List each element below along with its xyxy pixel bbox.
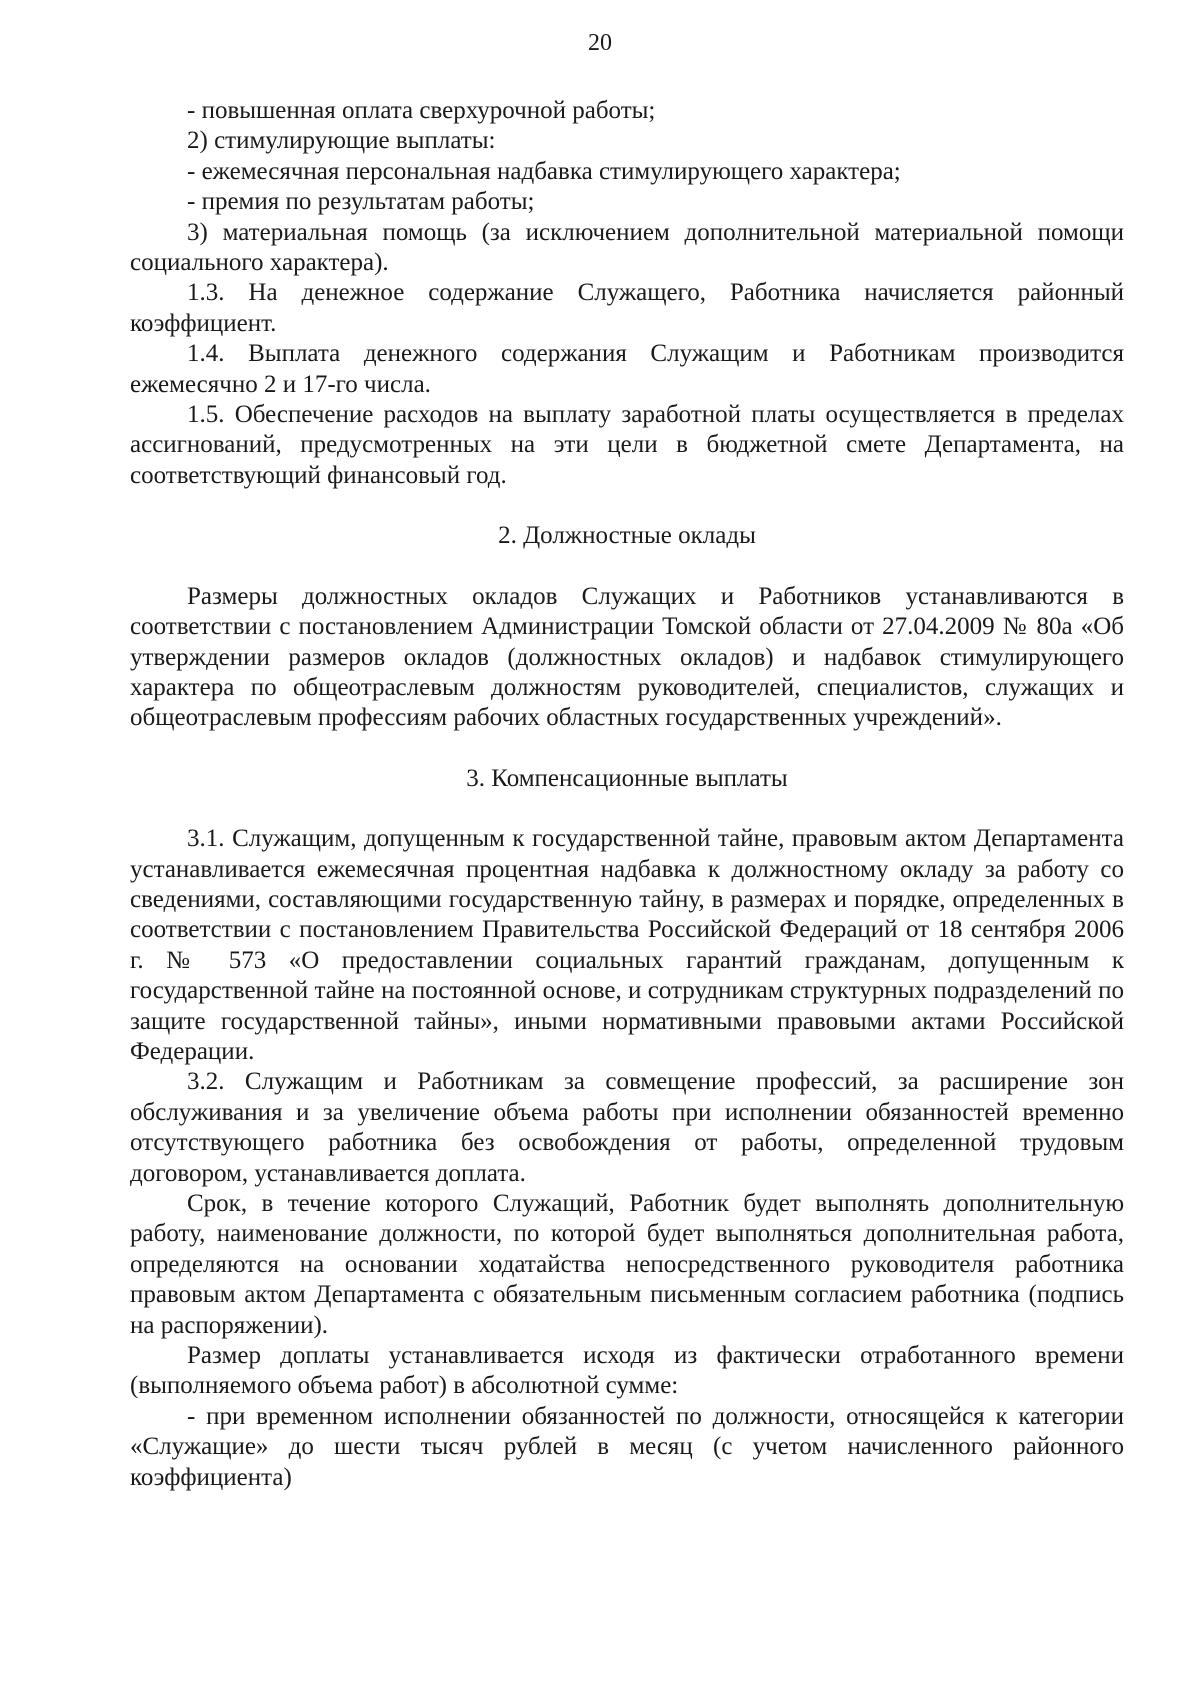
spacer: [130, 794, 1124, 824]
paragraph-material-aid: 3) материальная помощь (за исключением дополнительной материальной помощи социального характера).: [130, 218, 1124, 277]
spacer: [130, 491, 1124, 521]
paragraph-monthly-allowance: - ежемесячная персональная надбавка стимулирующего характера;: [187, 157, 901, 185]
paragraph-overtime-pay: - повышенная оплата сверхурочной работы;: [187, 97, 656, 124]
paragraph-1-5: 1.5. Обеспечение расходов на выплату заработной платы осуществляется в пределах ассигнований, предусмотренных на эти цели в бюджетной смете Департамента, на соответствующий финансовый год.: [130, 401, 1124, 489]
paragraph-term: Срок, в течение которого Служащий, Работник будет выполнять дополнительную работу, наименование должности, по которой будет выполняться дополнительная работа, определяются на основании ходатайства непосредственного руководителя работника правовым актом Департамента с обязательным письменным согласием работника (подпись на распоряжении).: [130, 1190, 1124, 1339]
paragraph-incentive-payments: 2) стимулирующие выплаты:: [187, 127, 496, 155]
spacer: [130, 552, 1124, 582]
paragraph-1-3: 1.3. На денежное содержание Служащего, Работника начисляется районный коэффициент.: [130, 279, 1124, 337]
section-heading-2: 2. Должностные оклады: [498, 522, 756, 550]
spacer: [130, 734, 1124, 764]
section-heading-3: 3. Компенсационные выплаты: [466, 764, 788, 792]
page-number: 20: [588, 30, 612, 56]
paragraph-1-4: 1.4. Выплата денежного содержания Служащим и Работникам производится ежемесячно 2 и 17-го числа.: [130, 340, 1124, 398]
paragraph-temporary-duties: - при временном исполнении обязанностей по должности, относящейся к категории «Служащие» до шести тысяч рублей в месяц (с учетом начисленного районного коэффициента): [130, 1402, 1124, 1491]
paragraph-surcharge-size: Размер доплаты устанавливается исходя из фактически отработанного времени (выполняемого объема работ) в абсолютной сумме:: [130, 1342, 1124, 1400]
paragraph-3-2: 3.2. Служащим и Работникам за совмещение профессий, за расширение зон обслуживания и за увеличение объема работы при исполнении обязанностей временно отсутствующего работника без освобождения от работы, определенной трудовым договором, устанавливается доплата.: [130, 1068, 1124, 1187]
paragraph-bonus: - премия по результатам работы;: [187, 188, 535, 216]
paragraph-3-1: 3.1. Служащим, допущенным к государственной тайне, правовым актом Департамента устанавливается ежемесячная процентная надбавка к должностному окладу за работу со сведениями, составляющими государственную тайну, в размерах и порядке, определенных в соответствии с постановлением Правительства Российской Федераций от 18 сентября 2006 г. № 573 «О предоставлении социальных гарантий гражданам, допущенным к государственной тайне на постоянной основе, и сотрудникам структурных подразделений по защите государственной тайны», иными нормативными правовыми актами Российской Федерации.: [130, 825, 1124, 1065]
document-body: [130, 96, 1124, 1493]
paragraph-section-2: Размеры должностных окладов Служащих и Работников устанавливаются в соответствии с постановлением Администрации Томской области от 27.04.2009 № 80а «Об утверждении размеров окладов (должностных окладов) и надбавок стимулирующего характера по общеотраслевым должностям руководителей, специалистов, служащих и общеотраслевым профессиям рабочих областных государственных учреждений».: [130, 582, 1124, 732]
